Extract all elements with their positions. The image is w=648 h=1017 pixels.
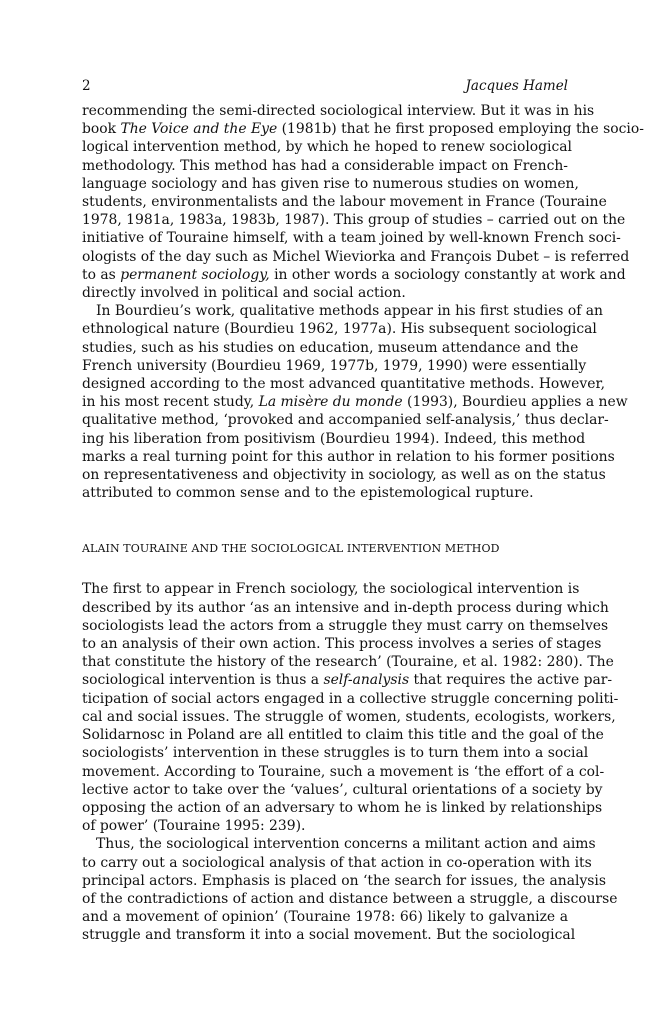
text-line: described by its author ‘as an intensive and in-depth process during which bbox=[82, 599, 609, 616]
text-line: Thus, the sociological intervention concerns a militant action and aims bbox=[96, 836, 596, 853]
text-line: and a movement of opinion’ (Touraine 1978: 66) likely to galvanize a bbox=[82, 909, 568, 926]
italic-text-run: self-analysis bbox=[323, 672, 410, 689]
text-line: struggle and transform it into a social movement. But the sociological bbox=[82, 927, 576, 944]
section-heading: ALAIN TOURAINE AND THE SOCIOLOGICAL INTERVENTION METHOD bbox=[82, 542, 500, 556]
running-head-author: Jacques Hamel bbox=[465, 78, 568, 94]
text-line bbox=[82, 266, 626, 284]
paragraph-4 bbox=[82, 835, 618, 944]
text-line bbox=[82, 393, 628, 411]
running-head bbox=[82, 78, 568, 102]
text-line: attributed to common sense and to the epistemological rupture. bbox=[82, 485, 534, 502]
text-line: In Bourdieu’s work, qualitative methods appear in his first studies of an bbox=[96, 303, 603, 320]
paragraph-1 bbox=[82, 102, 644, 302]
text-line: that constitute the history of the research’ (Touraine, et al. 1982: 280). The bbox=[82, 654, 614, 671]
text-line: principal actors. Emphasis is placed on ‘the search for issues, the analysis bbox=[82, 872, 606, 889]
text-line: opposing the action of an adversary to whom he is linked by relationships bbox=[82, 799, 603, 816]
text-line: logical intervention method, by which he hoped to renew sociological bbox=[82, 139, 572, 156]
text-line: students, environmentalists and the labour movement in France (Touraine bbox=[82, 194, 607, 211]
italic-text-run: permanent sociology, bbox=[120, 266, 270, 283]
paragraph-2 bbox=[82, 302, 628, 502]
text-line: initiative of Touraine himself, with a team joined by well-known French soci- bbox=[82, 230, 621, 247]
text-line: ologists of the day such as Michel Wieviorka and François Dubet – is referred bbox=[82, 248, 630, 265]
italic-text-run: The Voice and the Eye bbox=[120, 121, 278, 138]
text-line: ing his liberation from positivism (Bourdieu 1994). Indeed, this method bbox=[82, 430, 586, 447]
text-line: designed according to the most advanced quantitative methods. However, bbox=[82, 376, 606, 393]
text-line bbox=[82, 120, 644, 138]
text-run: (1993), Bourdieu applies a new bbox=[402, 394, 628, 411]
italic-text-run: La misère du monde bbox=[258, 394, 403, 411]
text-run: sociological intervention is thus a bbox=[82, 672, 324, 689]
text-line: on representativeness and objectivity in sociology, as well as on the status bbox=[82, 467, 606, 484]
text-line: ticipation of social actors engaged in a collective struggle concerning politi- bbox=[82, 690, 619, 707]
text-run: book bbox=[82, 121, 121, 138]
text-line: to an analysis of their own action. This process involves a series of stages bbox=[82, 636, 602, 653]
text-line: to carry out a sociological analysis of that action in co-operation with its bbox=[82, 854, 592, 871]
page-number: 2 bbox=[82, 78, 91, 94]
paragraph-3 bbox=[82, 580, 619, 835]
text-line: of the contradictions of action and distance between a struggle, a discourse bbox=[82, 890, 618, 907]
text-line: sociologists’ intervention in these struggles is to turn them into a social bbox=[82, 745, 589, 762]
text-line: movement. According to Touraine, such a movement is ‘the effort of a col- bbox=[82, 763, 605, 780]
text-line: directly involved in political and social action. bbox=[82, 285, 406, 302]
text-run: in his most recent study, bbox=[82, 394, 259, 411]
text-run: to as bbox=[82, 266, 121, 283]
text-run: (1981b) that he first proposed employing the socio- bbox=[277, 121, 644, 138]
text-line: sociologists lead the actors from a struggle they must carry on themselves bbox=[82, 617, 609, 634]
text-run: in other words a sociology constantly at work and bbox=[269, 266, 626, 283]
text-line: lective actor to take over the ‘values’, cultural orientations of a society by bbox=[82, 781, 603, 798]
text-line: studies, such as his studies on education, museum attendance and the bbox=[82, 339, 579, 356]
text-line: qualitative method, ‘provoked and accompanied self-analysis,’ thus declar- bbox=[82, 412, 609, 429]
text-line: of power’ (Touraine 1995: 239). bbox=[82, 818, 306, 835]
text-line: language sociology and has given rise to numerous studies on women, bbox=[82, 175, 579, 192]
text-line: recommending the semi-directed sociological interview. But it was in his bbox=[82, 103, 595, 119]
text-line: The first to appear in French sociology, the sociological intervention is bbox=[82, 581, 580, 598]
text-line: 1978, 1981a, 1983a, 1983b, 1987). This group of studies – carried out on the bbox=[82, 212, 626, 229]
text-line: French university (Bourdieu 1969, 1977b, 1979, 1990) were essentially bbox=[82, 357, 587, 374]
text-line: marks a real turning point for this author in relation to his former positions bbox=[82, 448, 615, 465]
page bbox=[82, 78, 644, 945]
text-line: cal and social issues. The struggle of women, students, ecologists, workers, bbox=[82, 708, 616, 725]
text-line: methodology. This method has had a considerable impact on French- bbox=[82, 157, 568, 174]
text-run: that requires the active par- bbox=[409, 672, 613, 689]
text-line bbox=[82, 671, 613, 689]
text-line: Solidarnosc in Poland are all entitled to claim this title and the goal of the bbox=[82, 727, 604, 744]
text-line: ethnological nature (Bourdieu 1962, 1977a). His subsequent sociological bbox=[82, 321, 597, 338]
